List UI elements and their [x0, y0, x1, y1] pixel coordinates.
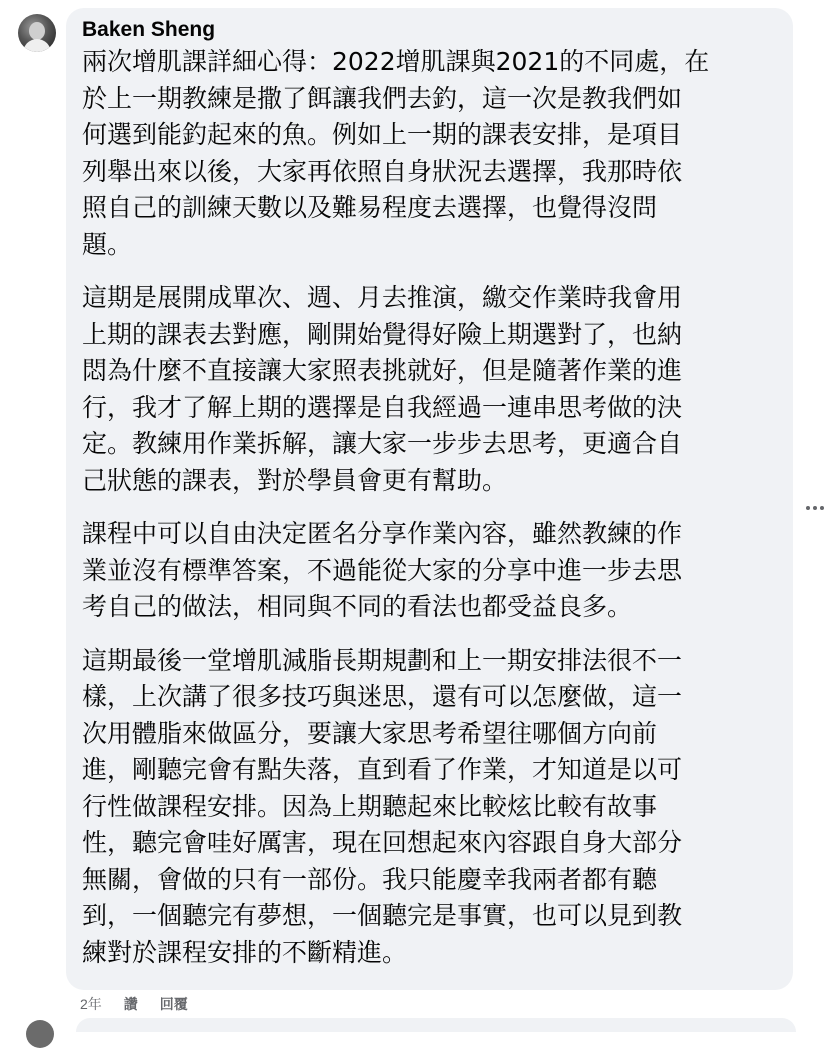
text-line: 進，剛聽完會有點失落，直到看了作業，才知道是以可	[82, 755, 683, 784]
paragraph-spacer	[82, 263, 779, 280]
text-line: 課程中可以自由決定匿名分享作業內容，雖然教練的作	[82, 519, 683, 548]
text-line: 上期的課表去對應，剛開始覺得好險上期選對了，也納	[82, 319, 683, 349]
avatar-body	[23, 39, 51, 52]
text-line: 列舉出來以後，大家再依照自身狀況去選擇，我那時依	[82, 156, 683, 186]
text-line: 題。	[82, 229, 133, 259]
more-options-button[interactable]	[801, 494, 829, 522]
comment-actions	[80, 992, 210, 1016]
text-line: 無關，會做的只有一部份。我只能慶幸我兩者都有聽	[82, 864, 658, 894]
text-line: 這期是展開成單次、週、月去推演，繳交作業時我會用	[82, 283, 683, 312]
text-line: 行性做課程安排。因為上期聽起來比較炫比較有故事	[82, 791, 658, 821]
comment-paragraph-2	[82, 280, 779, 499]
paragraph-spacer	[82, 499, 779, 516]
comment-bubble	[66, 8, 793, 990]
text-line: 樣，上次講了很多技巧與迷思，還有可以怎麼做，這一	[82, 682, 683, 711]
text-line: 悶為什麼不直接讓大家照表挑就好，但是隨著作業的進	[82, 356, 683, 385]
text-line: 己狀態的課表，對於學員會更有幫助。	[82, 465, 508, 495]
comment-paragraph-3	[82, 516, 779, 626]
text-line: 到，一個聽完有夢想，一個聽完是事實，也可以見到教	[82, 901, 683, 930]
next-comment-bubble	[76, 1018, 796, 1032]
comment-paragraph-1	[82, 44, 779, 263]
text-line: 於上一期教練是撒了餌讓我們去釣，這一次是教我們如	[82, 83, 683, 113]
text-line: 性，聽完會哇好厲害，現在回想起來內容跟自身大部分	[82, 828, 683, 857]
text-line: 何選到能釣起來的魚。例如上一期的課表安排，是項目	[82, 120, 683, 149]
author-name[interactable]: Baken Sheng	[82, 18, 216, 41]
more-horizontal-icon	[806, 506, 824, 510]
text-line: 定。教練用作業拆解，讓大家一步步去思考，更適合自	[82, 429, 683, 458]
like-button[interactable]: 讚	[123, 996, 138, 1012]
comment-paragraph-4	[82, 643, 779, 972]
text-line: 考自己的做法，相同與不同的看法也都受益良多。	[82, 592, 633, 621]
text-line: 練對於課程安排的不斷精進。	[82, 937, 408, 967]
reply-button[interactable]: 回覆	[159, 996, 188, 1012]
timestamp[interactable]: 2年	[80, 996, 102, 1012]
text-line: 行，我才了解上期的選擇是自我經過一連串思考做的決	[82, 392, 683, 422]
text-line: 這期最後一堂增肌減脂長期規劃和上一期安排法很不一	[82, 645, 683, 675]
text-line: 照自己的訓練天數以及難易程度去選擇，也覺得沒問	[82, 193, 658, 222]
text-line: 業並沒有標準答案，不過能從大家的分享中進一步去思	[82, 555, 683, 585]
avatar-face	[29, 22, 45, 40]
paragraph-spacer	[82, 626, 779, 643]
text-line: 兩次增肌課詳細心得：2022增肌課與2021的不同處，在	[82, 47, 710, 76]
next-comment-avatar[interactable]	[26, 1020, 54, 1048]
avatar[interactable]	[18, 14, 56, 52]
text-line: 次用體脂來做區分，要讓大家思考希望往哪個方向前	[82, 718, 658, 748]
